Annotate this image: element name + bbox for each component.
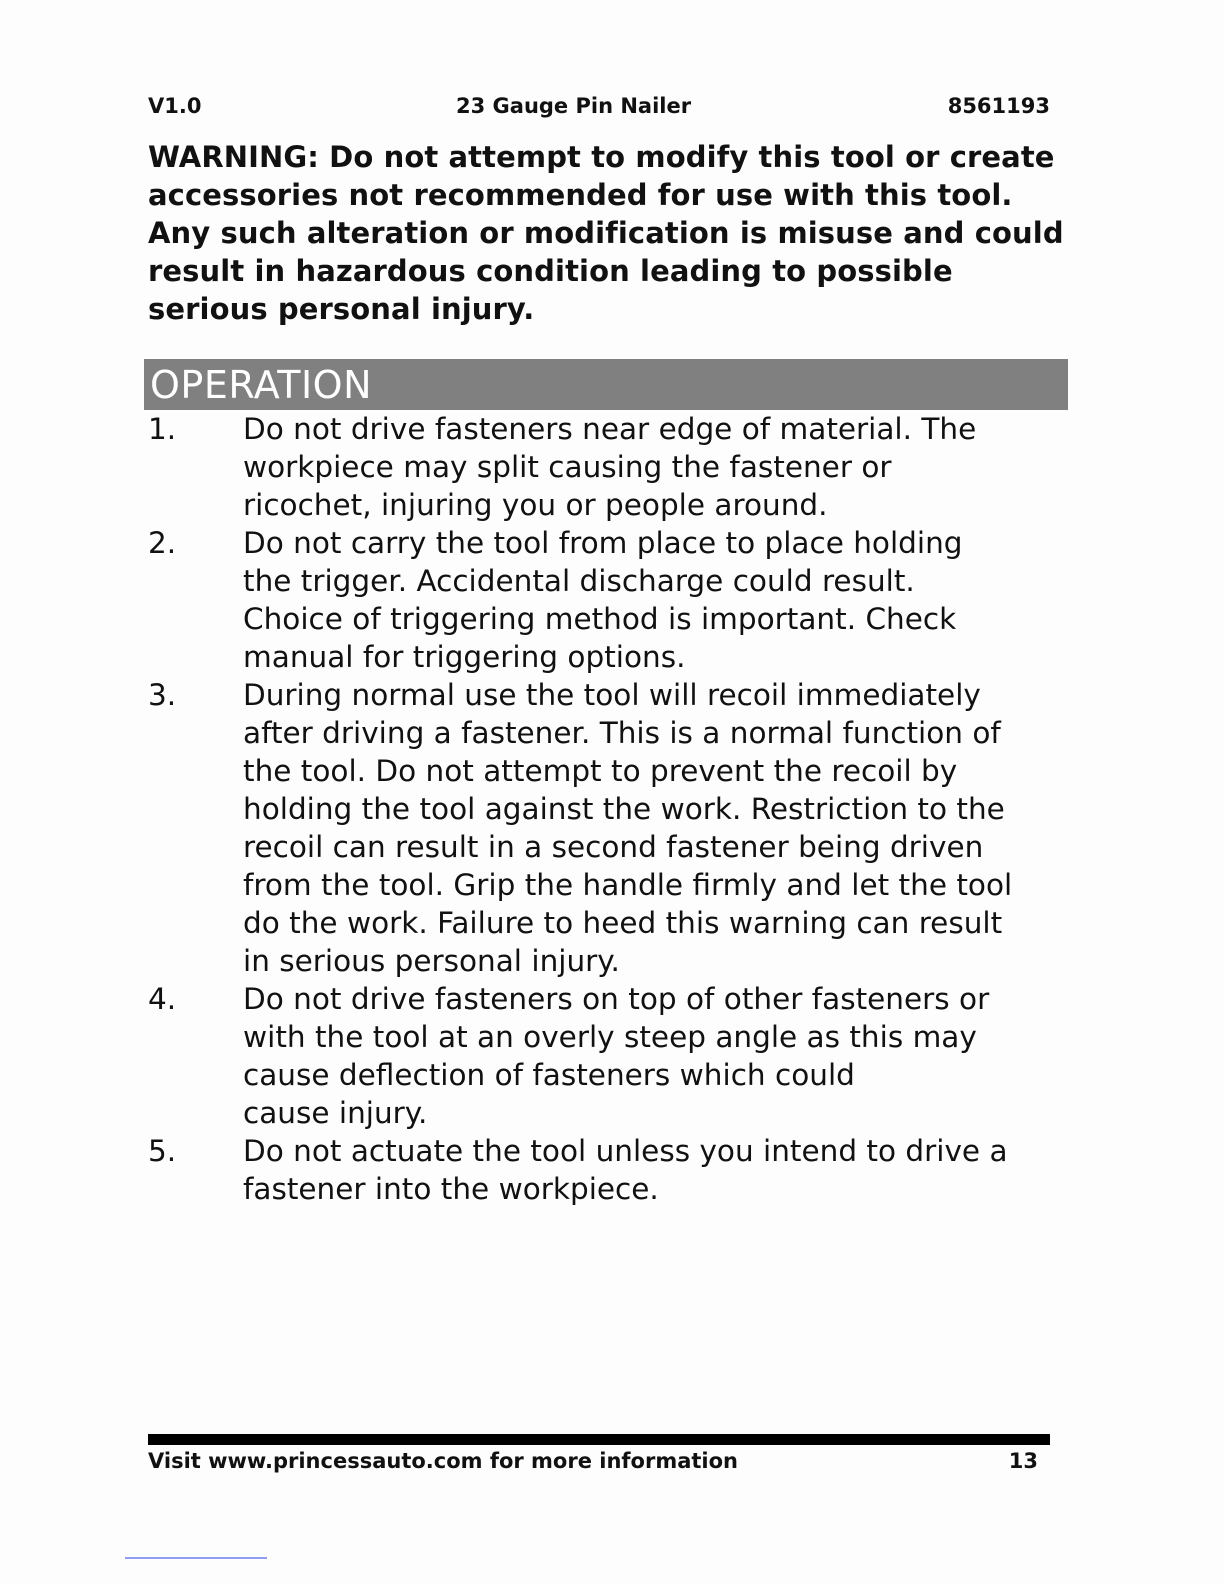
item-line: Choice of triggering method is important. Check	[243, 602, 957, 636]
item-line: fastener into the workpiece.	[243, 1172, 659, 1206]
product-name: 23 Gauge Pin Nailer	[456, 94, 692, 118]
warning-paragraph: WARNING: Do not attempt to modify this tool or create accessories not recommended for use with this tool. Any such alteration or modification is misuse and could result in hazardous condition leading to possible serious personal injury.	[148, 140, 1064, 326]
item-line: with the tool at an overly steep angle as this may	[243, 1020, 977, 1054]
item-line: recoil can result in a second fastener being driven	[243, 830, 984, 864]
item-line: the trigger. Accidental discharge could result.	[243, 564, 915, 598]
list-item	[148, 410, 1078, 524]
section-title: OPERATION	[150, 363, 372, 407]
item-line: ricochet, injuring you or people around.	[243, 488, 828, 522]
item-line: holding the tool against the work. Restriction to the	[243, 792, 1005, 826]
footer-divider	[148, 1434, 1050, 1445]
item-line: Do not actuate the tool unless you intend to drive a	[243, 1134, 1008, 1168]
item-line: Do not carry the tool from place to place holding	[243, 526, 963, 560]
list-item	[148, 980, 1078, 1132]
footer-visit-text: Visit www.princessauto.com for more information	[148, 1449, 739, 1473]
item-line: Do not drive fasteners near edge of material. The	[243, 412, 977, 446]
item-number: 3.	[148, 678, 177, 712]
part-number: 8561193	[947, 94, 1050, 118]
item-line: cause deflection of fasteners which could	[243, 1058, 855, 1092]
list-item	[148, 524, 1078, 676]
item-line: the tool. Do not attempt to prevent the recoil by	[243, 754, 958, 788]
list-item	[148, 676, 1078, 980]
section-heading-bar	[144, 359, 1068, 410]
item-line: manual for triggering options.	[243, 640, 686, 674]
item-number: 1.	[148, 412, 177, 446]
item-line: workpiece may split causing the fastener or	[243, 450, 892, 484]
page-number: 13	[1008, 1449, 1038, 1473]
item-number: 2.	[148, 526, 177, 560]
list-item	[148, 1132, 1078, 1208]
page-header	[148, 94, 1050, 122]
item-line: Do not drive fasteners on top of other fasteners or	[243, 982, 990, 1016]
item-number: 5.	[148, 1134, 177, 1168]
version-label: V1.0	[148, 94, 202, 118]
item-number: 4.	[148, 982, 177, 1016]
scan-artifact-line	[125, 1557, 267, 1559]
item-line: after driving a fastener. This is a normal function of	[243, 716, 1001, 750]
item-line: During normal use the tool will recoil immediately	[243, 678, 981, 712]
item-line: do the work. Failure to heed this warning can result	[243, 906, 1003, 940]
item-line: cause injury.	[243, 1096, 428, 1130]
item-line: from the tool. Grip the handle firmly and let the tool	[243, 868, 1013, 902]
operation-list	[148, 410, 1078, 1208]
item-line: in serious personal injury.	[243, 944, 620, 978]
page-footer	[148, 1449, 1050, 1477]
